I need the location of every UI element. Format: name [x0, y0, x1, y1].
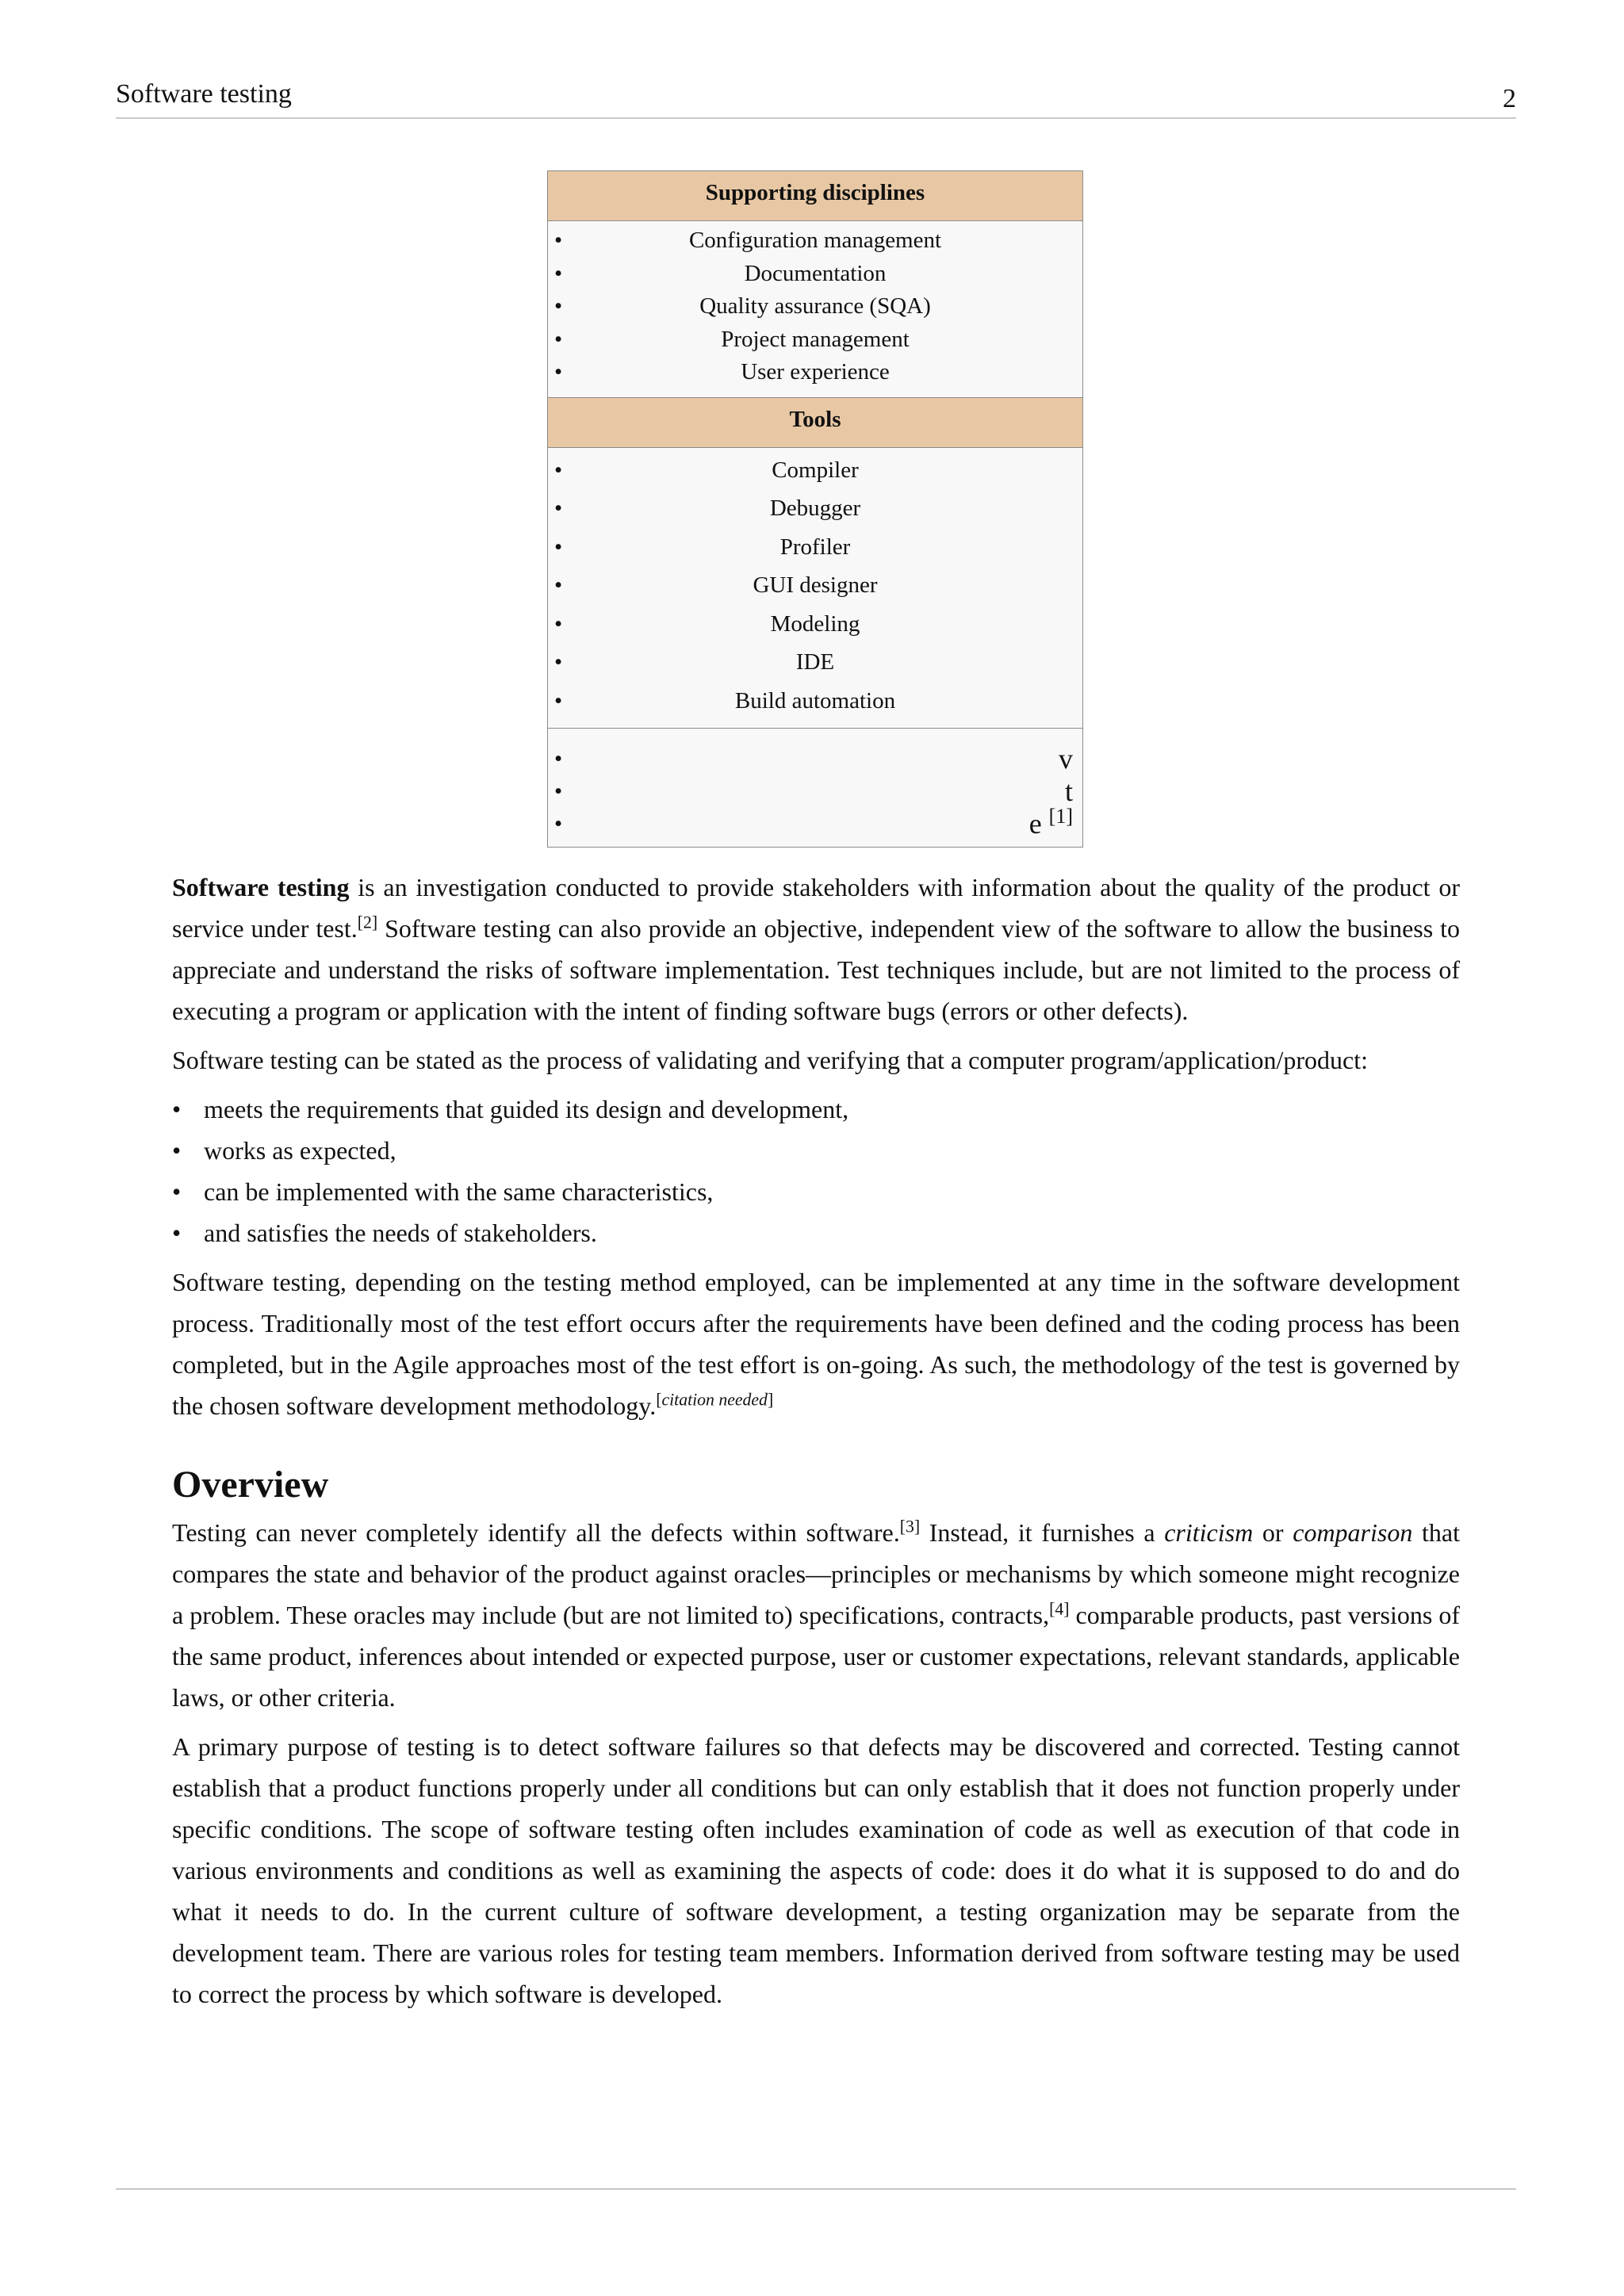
- requirements-list: [172, 1089, 1460, 1253]
- overview-paragraph-2: A primary purpose of testing is to detect software failures so that defects may be discovered and corrected. Testing cannot establish that a product functions properly under all conditions but can only establish that it does not function properly under specific conditions. The scope of software testing often includes examination of code as well as execution of that code in various environments and conditions as well as examining the aspects of code: does it do what it is supposed to do and do what it needs to do. In the current culture of software development, a testing organization may be separate from the development team. There are various roles for testing team members. Information derived from software testing may be used to correct the process by which software is developed.: [172, 1732, 1460, 2008]
- bracket-open: [: [656, 1390, 662, 1410]
- text-span: Instead, it furnishes a: [920, 1518, 1165, 1547]
- list-item: • and satisfies the needs of stakeholders.: [172, 1212, 1460, 1253]
- navbox-link-gui-designer[interactable]: • GUI designer: [548, 566, 1082, 605]
- intro-paragraph-1: [172, 867, 1460, 1031]
- vte-talk-label[interactable]: t: [1064, 775, 1073, 807]
- navbox-link-configuration-management[interactable]: • Configuration management: [548, 224, 1082, 258]
- vte-edit-label[interactable]: e: [1028, 808, 1042, 840]
- text-span: comparable products, past versions of the same product, inferences about intended or expected purpose, user or customer expectations, relevant standards, applicable laws, or other criteria.: [172, 1601, 1461, 1712]
- emphasis-comparison: comparison: [1293, 1518, 1413, 1547]
- reference-4[interactable]: [4]: [1049, 1599, 1070, 1619]
- bracket-close: ]: [767, 1390, 774, 1410]
- article-body: [172, 867, 1460, 2022]
- running-title: Software testing: [116, 79, 292, 109]
- text-span: that compares the state and behavior of the product against oracles—principles or mechanisms by which someone might recognize a problem. These oracles may include (but are not limited to) specifications, contracts,: [172, 1518, 1461, 1629]
- emphasis-criticism: criticism: [1164, 1518, 1254, 1547]
- text-span: Testing can never completely identify all the defects within software.: [172, 1518, 900, 1547]
- citation-needed-text[interactable]: citation needed: [661, 1390, 768, 1410]
- text-span: Software testing, depending on the testing method employed, can be implemented at any time in the software development process. Traditionally most of the test effort occurs after the requirements have been defined and the coding process has been completed, but in the Agile approaches most of the test effort is on-going. As such, the methodology of the test is governed by the chosen software development methodology.: [172, 1268, 1460, 1420]
- navbox-link-documentation[interactable]: • Documentation: [548, 258, 1082, 291]
- vte-links: [548, 728, 1082, 847]
- navbox-link-profiler[interactable]: • Profiler: [548, 528, 1082, 567]
- navbox-link-compiler[interactable]: • Compiler: [548, 451, 1082, 490]
- navbox-link-modeling[interactable]: • Modeling: [548, 605, 1082, 644]
- list-item: • can be implemented with the same characteristics,: [172, 1171, 1460, 1212]
- text-span: or: [1253, 1518, 1293, 1547]
- navbox-heading-tools: Tools: [548, 397, 1082, 448]
- page-header: [116, 76, 1516, 119]
- vte-talk-link[interactable]: [548, 775, 1082, 808]
- vte-view-link[interactable]: [548, 743, 1082, 775]
- navbox-link-quality-assurance[interactable]: • Quality assurance (SQA): [548, 290, 1082, 323]
- page-footer-rule: [116, 2188, 1516, 2190]
- supporting-disciplines-list: [548, 221, 1082, 397]
- reference-2[interactable]: [2]: [357, 913, 378, 932]
- intro-paragraph-3: [172, 1261, 1460, 1426]
- overview-paragraph-1: [172, 1512, 1460, 1718]
- text-span: Software testing can also provide an objective, independent view of the software to allow the business to appreciate and understand the risks of software implementation. Test techniques include, but are not limited to the process of executing a program or application with the intent of finding software bugs (errors or other defects).: [172, 914, 1461, 1025]
- navbox: [547, 170, 1083, 848]
- navbox-link-ide[interactable]: • IDE: [548, 643, 1082, 682]
- navbox-link-project-management[interactable]: • Project management: [548, 323, 1082, 357]
- navbox-heading-supporting-disciplines: Supporting disciplines: [548, 171, 1082, 221]
- reference-1[interactable]: [1]: [1048, 805, 1073, 828]
- navbox-link-debugger[interactable]: • Debugger: [548, 489, 1082, 528]
- vte-edit-link[interactable]: [548, 805, 1082, 840]
- reference-3[interactable]: [3]: [899, 1517, 921, 1536]
- navbox-link-user-experience[interactable]: • User experience: [548, 356, 1082, 389]
- vte-view-label[interactable]: v: [1059, 743, 1073, 775]
- navbox-link-build-automation[interactable]: • Build automation: [548, 682, 1082, 721]
- list-item: • works as expected,: [172, 1130, 1460, 1171]
- section-heading-overview: Overview: [172, 1464, 329, 1506]
- article-subject: Software testing: [172, 873, 350, 901]
- list-item: • meets the requirements that guided its design and development,: [172, 1089, 1460, 1130]
- text-span: is an investigation conducted to provide stakeholders with information about the quality of the product or service under test.: [172, 873, 1461, 943]
- citation-needed[interactable]: [656, 1390, 773, 1409]
- intro-paragraph-2: Software testing can be stated as the process of validating and verifying that a computer program/application/product:: [172, 1046, 1368, 1074]
- tools-list: [548, 448, 1082, 729]
- page-number: 2: [1503, 84, 1516, 113]
